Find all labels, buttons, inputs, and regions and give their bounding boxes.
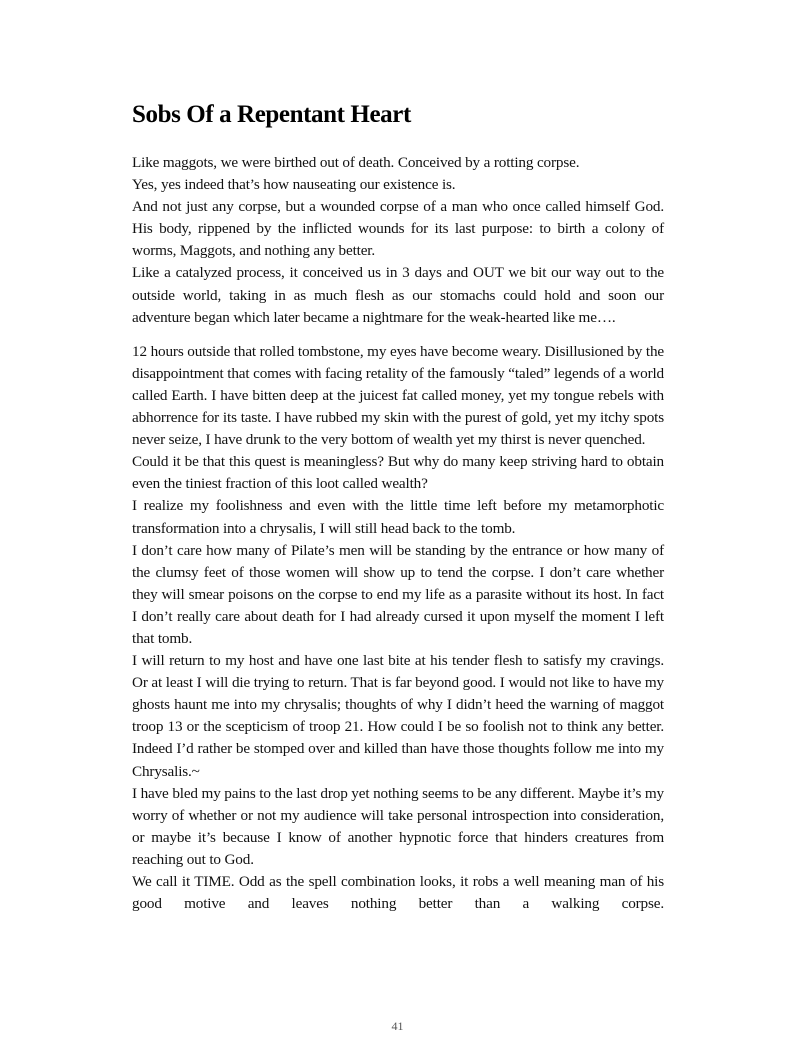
chapter-body <box>132 152 664 915</box>
paragraph: I realize my foolishness and even with the little time left before my metamorphotic transformation into a chrysalis, I will still head back to the tomb. <box>132 497 664 537</box>
paragraph: I will return to my host and have one last bite at his tender flesh to satisfy my cravings. Or at least I will die trying to return. That is far beyond good. I would not like to have my ghosts haunt me into my chrysalis; thoughts of why I didn’t heed the warning of maggot troop 13 or the scepticism of troop 21. How could I be so foolish not to think any better. Indeed I’d rather be stomped over and killed than have those thoughts follow me into my Chrysalis.~ <box>132 652 664 780</box>
paragraph: Yes, yes indeed that’s how nauseating our existence is. <box>132 176 456 194</box>
paragraph: Like a catalyzed process, it conceived us in 3 days and OUT we bit our way out to the outside world, taking in as much flesh as our stomachs could hold and soon our adventure began which later became a nightmare for the weak-hearted like me…. <box>132 264 664 326</box>
chapter-title: Sobs Of a Repentant Heart <box>132 101 411 128</box>
paragraph: I have bled my pains to the last drop yet nothing seems to be any different. Maybe it’s my worry of whether or not my audience will take personal introspection into consideration, or maybe it’s because I know of another hypnotic force that hinders creatures from reaching out to God. <box>132 784 664 868</box>
paragraph: And not just any corpse, but a wounded corpse of a man who once called himself God. His body, rippened by the inflicted wounds for its last purpose: to birth a colony of worms, Maggots, and nothing any better. <box>132 198 664 260</box>
paragraph: Like maggots, we were birthed out of death. Conceived by a rotting corpse. <box>132 154 580 171</box>
paragraph: We call it TIME. Odd as the spell combination looks, it robs a well meaning man of his good motive and leaves nothing better than a walking corpse. <box>132 873 664 913</box>
paragraph: Could it be that this quest is meaningless? But why do many keep striving hard to obtain even the tiniest fraction of this loot called wealth? <box>132 453 664 493</box>
paragraph: 12 hours outside that rolled tombstone, my eyes have become weary. Disillusioned by the disappointment that comes with facing retality of the famously “taled” legends of a world called Earth. I have bitten deep at the juicest fat called money, yet my tongue rebels with abhorrence for its taste. I have rubbed my skin with the purest of gold, yet my itchy spots never seize, I have drunk to the very bottom of wealth yet my thirst is never quenched. <box>132 342 664 449</box>
paragraph: I don’t care how many of Pilate’s men will be standing by the entrance or how many of the clumsy feet of those women will show up to tend the corpse. I don’t care whether they will smear poisons on the corpse to end my life as a parasite without its host. In fact I don’t really care about death for I had already cursed it upon myself the moment I left that tomb. <box>132 541 664 647</box>
page-number: 41 <box>391 1019 404 1033</box>
